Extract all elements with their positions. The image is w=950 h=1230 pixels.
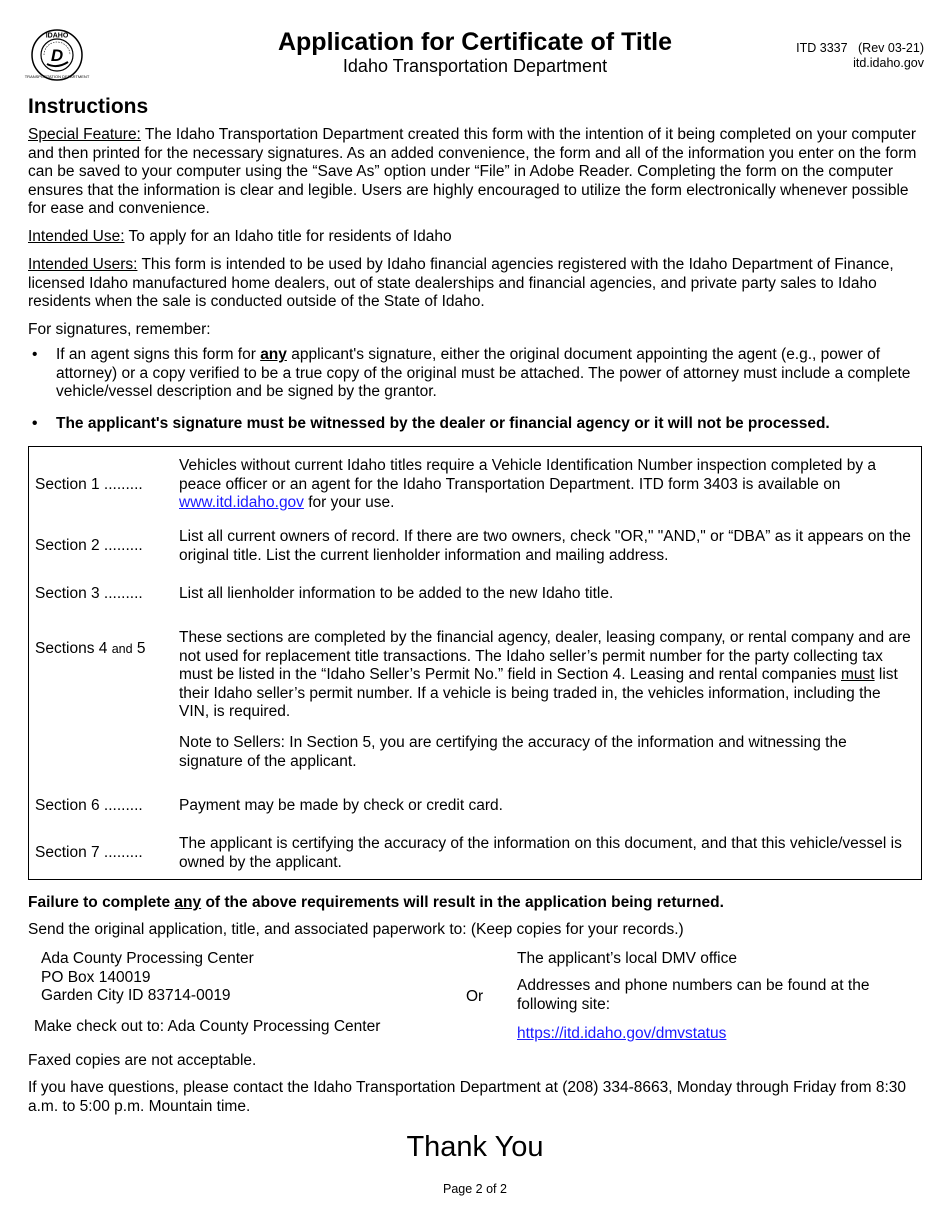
dmv-status-link[interactable]: https://itd.idaho.gov/dmvstatus [517, 1025, 727, 1042]
intended-users-paragraph [28, 256, 928, 312]
intended-use-paragraph [28, 228, 928, 247]
faxed-notice: Faxed copies are not acceptable. [28, 1052, 257, 1069]
bullet1-text-a: If an agent signs this form for [56, 346, 261, 363]
signature-bullet-witness [32, 415, 922, 434]
section-3-label: Section 3 ......... [35, 585, 143, 602]
failure-text-a: Failure to complete [28, 894, 175, 911]
section-3-text: List all lienholder information to be added to the new Idaho title. [179, 585, 614, 602]
mailing-address [41, 950, 254, 1006]
section-6-text: Payment may be made by check or credit card. [179, 797, 503, 814]
section-1-text-b: for your use. [303, 494, 395, 511]
logo-letter: D [50, 46, 64, 65]
sections-4-5-must: must [840, 666, 875, 683]
section-1-text-a: Vehicles without current Idaho titles require a Vehicle Identification Number inspection completed by a peace officer or an agent for the Idaho Transportation Department. ITD form 3403 is available on [179, 457, 877, 493]
sections-4-5-text [179, 629, 911, 722]
bullet1-text-b: applicant's signature, either the original document appointing the agent (e.g., power of attorney) or a copy verified to be a true copy of the original must be attached. The power of attorney must include a complete vehicle/vessel description and be signed by the grantor. [56, 346, 911, 400]
form-website: itd.idaho.gov [853, 56, 924, 70]
page-number: Page 2 of 2 [443, 1182, 507, 1196]
failure-text-b: of the above requirements will result in the application being returned. [201, 894, 724, 911]
dmv-office-text: Addresses and phone numbers can be found at the following site: [517, 977, 870, 1013]
questions-contact: If you have questions, please contact the Idaho Transportation Department at (208) 334-8663, Monday through Friday from 8:30 a.m. to 5:00 p.m. Mountain time. [28, 1079, 906, 1115]
itd-website-link[interactable]: www.itd.idaho.gov [179, 494, 304, 511]
signatures-intro: For signatures, remember: [28, 321, 211, 338]
form-revision: (Rev 03-21) [858, 41, 924, 55]
failure-any: any [174, 894, 202, 911]
intended-users-text: This form is intended to be used by Idaho financial agencies registered with the Idaho Department of Finance, licensed Idaho manufactured home dealers, out of state dealerships and financial agencies, and private party sales to Idaho residents when the sale is conducted outside of the State of Idaho. [28, 256, 894, 310]
intended-use-text: To apply for an Idaho title for residents of Idaho [124, 228, 452, 245]
form-number-block [796, 41, 924, 71]
sections-4-5-text-a: These sections are completed by the financial agency, dealer, leasing company, or rental company and are not used for replacement title transactions. The Idaho seller’s permit number for the party collecting tax must be listed in the “Idaho Seller’s Permit No.” field in Section 4. Leasing and rental companies [179, 629, 911, 683]
logo-top-text: IDAHO [45, 32, 69, 40]
thank-you-text: Thank You [406, 1131, 544, 1163]
bullet1-any: any [260, 346, 287, 363]
bullet2-text: The applicant's signature must be witnessed by the dealer or financial agency or it will not be processed. [56, 415, 830, 432]
intended-use-label: Intended Use: [28, 228, 125, 245]
sections-4-5-label [35, 640, 145, 659]
section-7-label: Section 7 ......... [35, 844, 143, 861]
section-2-label: Section 2 ......... [35, 537, 143, 554]
section-1-text [179, 457, 911, 513]
failure-warning [28, 894, 928, 913]
section-6-label: Section 6 ......... [35, 797, 143, 814]
or-separator: Or [466, 988, 484, 1005]
intended-users-label: Intended Users: [28, 256, 138, 273]
sections-4-5-label-a: Sections 4 [35, 640, 112, 657]
section-2-text: List all current owners of record. If there are two owners, check "OR," "AND," or “DBA” as it appears on the original title. List the current lienholder information and mailing address. [179, 528, 911, 564]
sections-4-5-note: Note to Sellers: In Section 5, you are certifying the accuracy of the information and witnessing the signature of the applicant. [179, 734, 847, 770]
sections-4-5-label-and: and [111, 642, 133, 656]
page-title: Application for Certificate of Title [277, 28, 673, 56]
instructions-heading: Instructions [28, 95, 149, 118]
dmv-office-title: The applicant’s local DMV office [517, 950, 737, 967]
sections-4-5-label-b: 5 [132, 640, 146, 657]
page-subtitle: Idaho Transportation Department [342, 56, 608, 76]
bullet-icon: • [32, 346, 38, 363]
special-feature-text: The Idaho Transportation Department created this form with the intention of it being completed on your computer and then printed for the necessary signatures. As an added convenience, the form and all of the information you enter on the form can be saved to your computer using the “Save As” option under “File” in Adobe Reader. Completing the form on the computer ensures that the information is clear and legible. Users are highly encouraged to utilize the form electronically whenever possible for ease and convenience. [28, 126, 917, 217]
special-feature-label: Special Feature: [28, 126, 141, 143]
check-payable-text: Make check out to: Ada County Processing Center [34, 1018, 381, 1035]
section-1-label: Section 1 ......... [35, 476, 143, 493]
sections-4-5-text-b: list their Idaho seller’s permit number. If a vehicle is being traded in, the vehicles information, including the VIN, is required. [179, 666, 898, 720]
address-line-1: Ada County Processing Center [41, 950, 254, 967]
form-number: ITD 3337 [796, 41, 848, 55]
address-line-2: PO Box 140019 [41, 968, 151, 986]
special-feature-paragraph [28, 126, 928, 219]
address-line-3: Garden City ID 83714-0019 [41, 987, 231, 1004]
bullet-icon: • [32, 415, 38, 432]
section-7-text: The applicant is certifying the accuracy of the information on this document, and that this vehicle/vessel is owned by the applicant. [179, 835, 902, 871]
signature-bullet-agent [32, 346, 922, 402]
logo-bottom-text: TRANSPORTATION DEPARTMENT [24, 74, 90, 79]
send-instructions: Send the original application, title, and associated paperwork to: (Keep copies for your records.) [28, 921, 684, 938]
